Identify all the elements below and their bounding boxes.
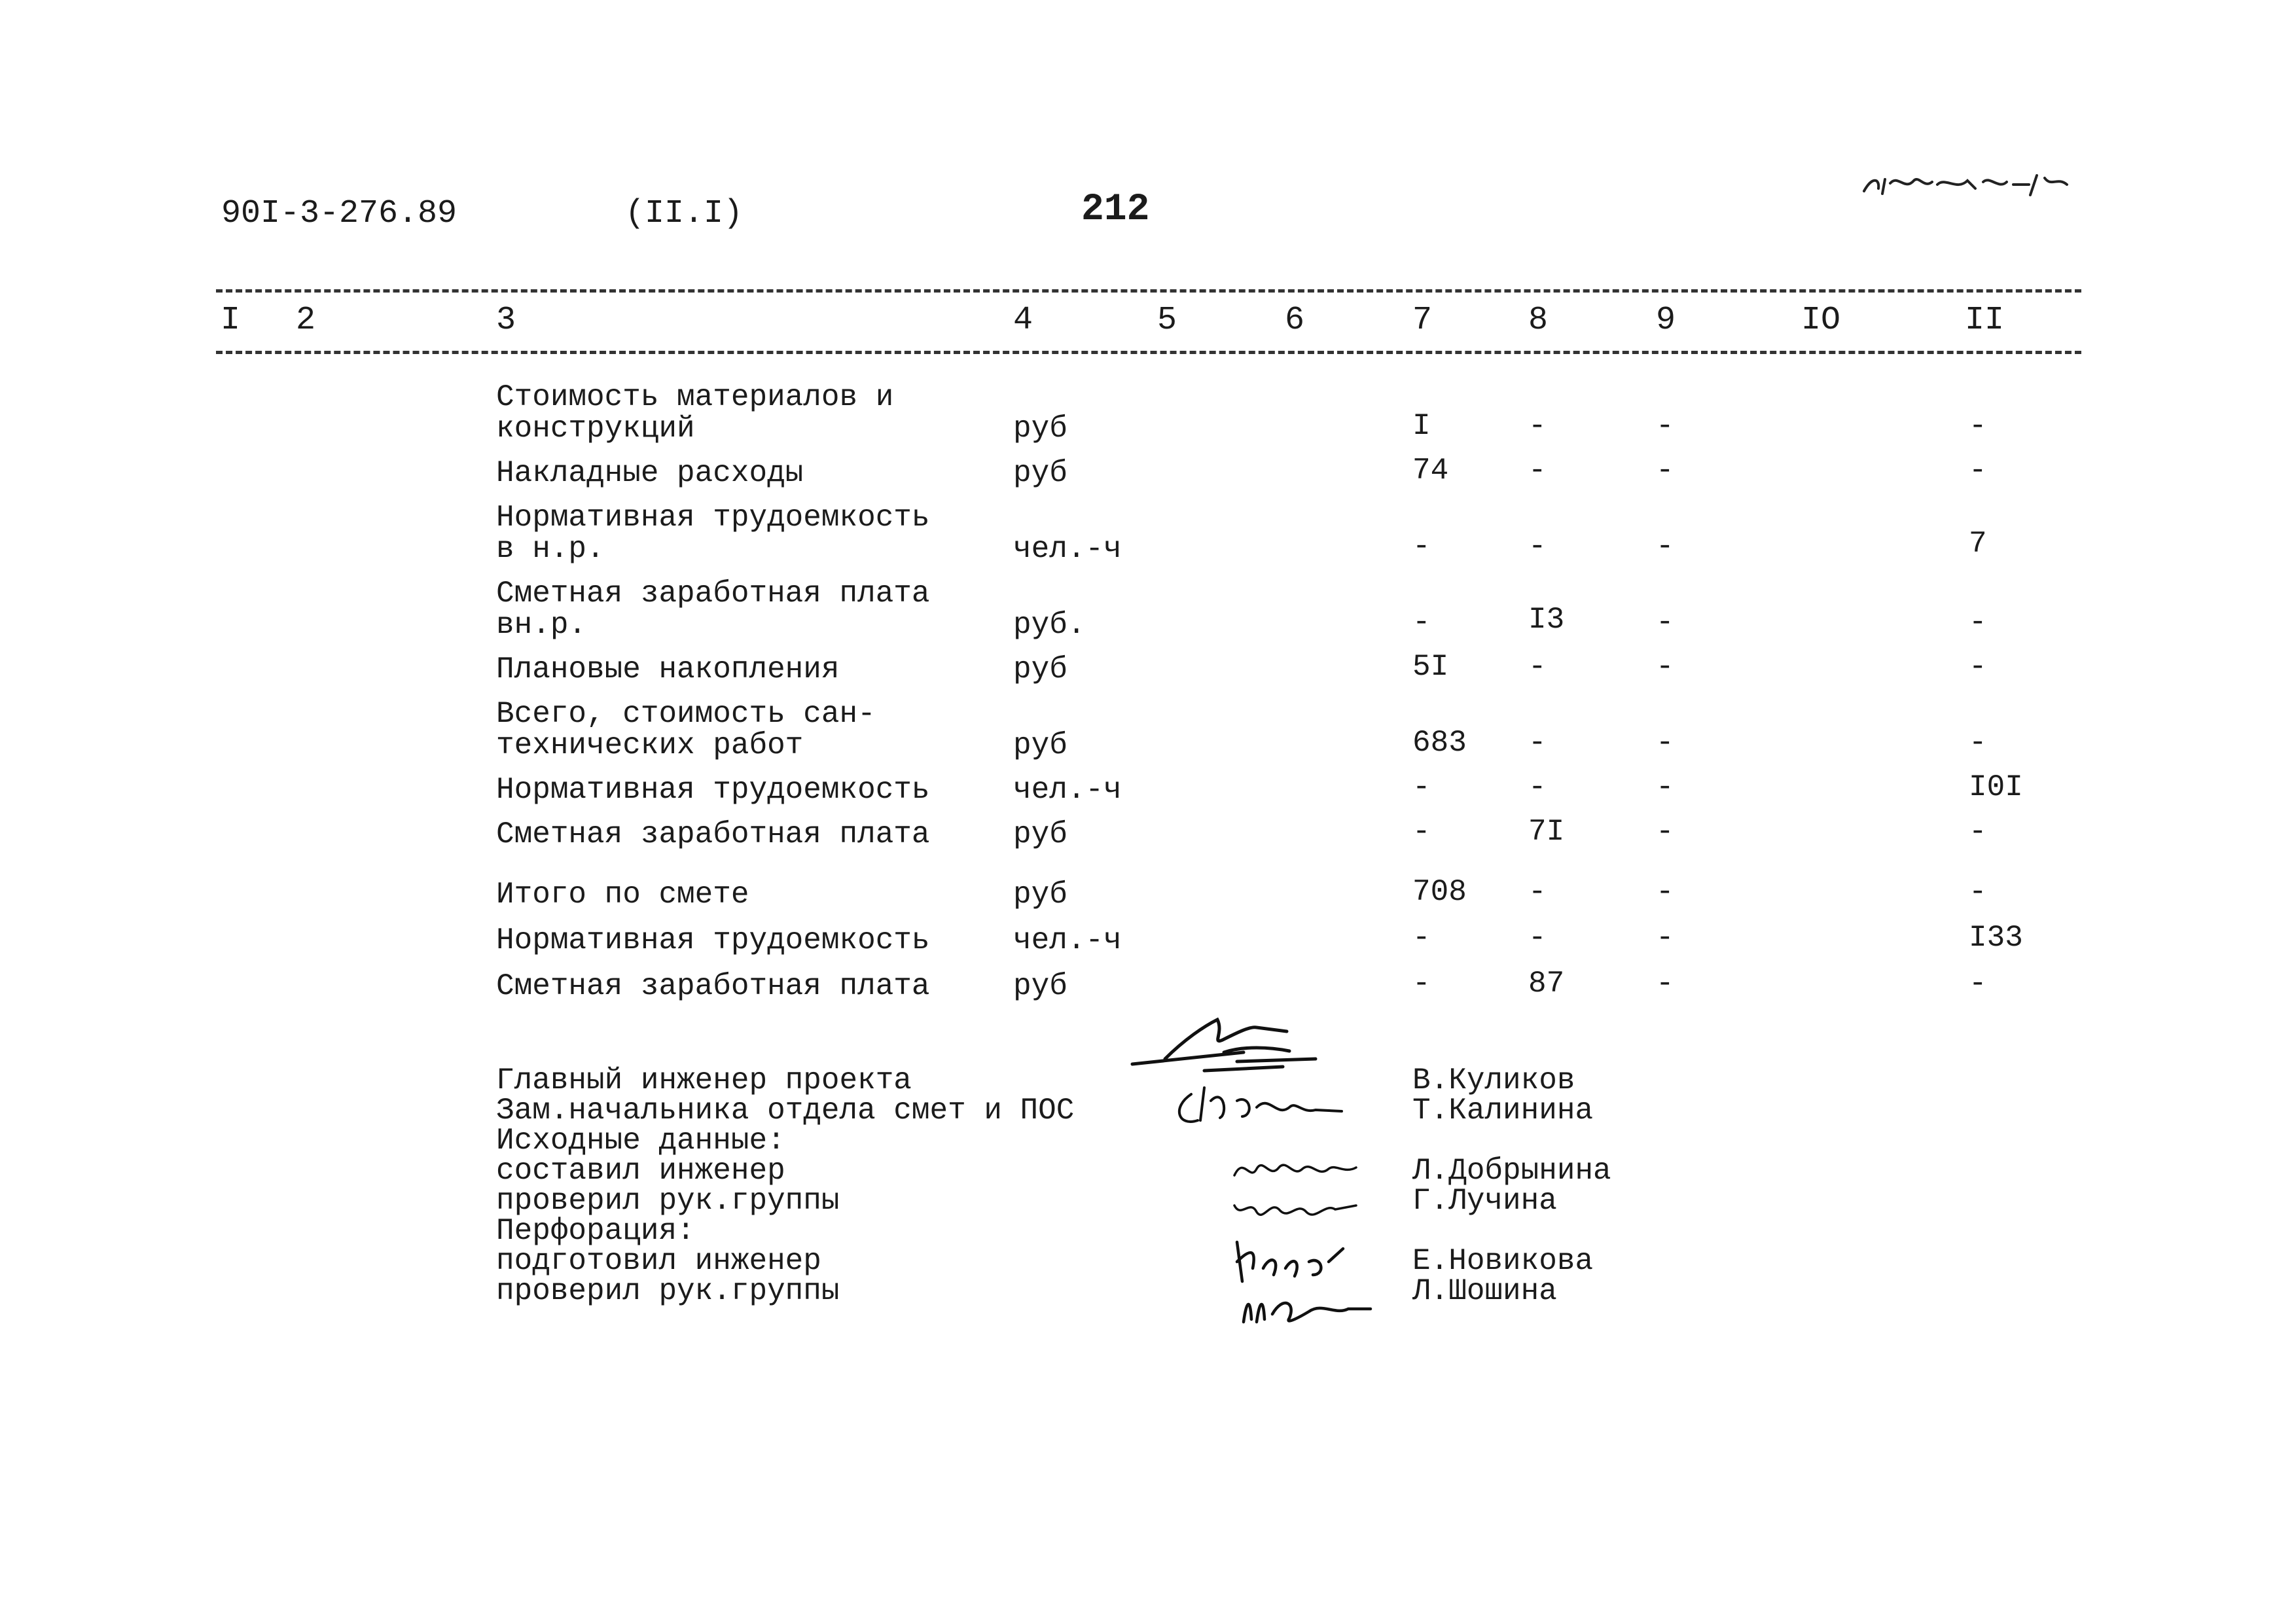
header-bottom-rule xyxy=(216,351,2081,354)
handwritten-signature xyxy=(1165,1081,1348,1133)
cell-col9: - xyxy=(1656,605,1674,639)
handwritten-signature xyxy=(1230,1186,1361,1225)
signature-role: Зам.начальника отдела смет и ПОС xyxy=(496,1094,1075,1128)
cell-col11: - xyxy=(1969,875,1987,909)
row-label: Сметная заработная плата xyxy=(496,817,930,851)
column-header: IO xyxy=(1801,302,1841,339)
column-header: 2 xyxy=(296,302,316,339)
row-unit: чел.-ч xyxy=(1013,923,1122,957)
column-header: 6 xyxy=(1285,302,1305,339)
cell-col7: 683 xyxy=(1412,726,1467,760)
row-label: Нормативная трудоемкость xyxy=(496,923,930,957)
row-label: вн.р. xyxy=(496,608,587,642)
cell-col8: - xyxy=(1528,921,1547,955)
row-label: Плановые накопления xyxy=(496,652,840,687)
cell-col8: - xyxy=(1528,650,1547,684)
row-unit: руб xyxy=(1013,817,1067,851)
cell-col9: - xyxy=(1656,770,1674,804)
row-label: Всего, стоимость сан- xyxy=(496,697,876,731)
row-label: Стоимость материалов и xyxy=(496,380,894,414)
signature-role: подготовил инженер xyxy=(496,1244,821,1278)
row-label: Нормативная трудоемкость xyxy=(496,501,930,535)
cell-col9: - xyxy=(1656,875,1674,909)
cell-col8: I3 xyxy=(1528,603,1565,637)
row-unit: руб xyxy=(1013,456,1067,490)
handwritten-signature xyxy=(1126,1013,1342,1085)
row-label: в н.р. xyxy=(496,532,605,566)
signatory-name: Л.Добрынина xyxy=(1412,1154,1611,1188)
cell-col7: - xyxy=(1412,529,1431,563)
cell-col11: - xyxy=(1969,726,1987,760)
cell-col7: - xyxy=(1412,770,1431,804)
cell-col7: 5I xyxy=(1412,650,1449,684)
signature-role: Перфорация: xyxy=(496,1214,695,1248)
cell-col9: - xyxy=(1656,454,1674,488)
signature-role: составил инженер xyxy=(496,1154,785,1188)
column-header: II xyxy=(1965,302,2005,339)
cell-col11: I0I xyxy=(1969,770,2023,804)
row-label: конструкций xyxy=(496,412,695,446)
signature-role: Исходные данные: xyxy=(496,1124,785,1158)
cell-col9: - xyxy=(1656,815,1674,849)
signatory-name: Л.Шошина xyxy=(1412,1274,1557,1308)
cell-col11: - xyxy=(1969,454,1987,488)
row-label: Накладные расходы xyxy=(496,456,804,490)
cell-col7: - xyxy=(1412,967,1431,1001)
row-unit: руб. xyxy=(1013,608,1086,642)
signatory-name: Е.Новикова xyxy=(1412,1244,1594,1278)
cell-col7: - xyxy=(1412,921,1431,955)
cell-col11: I33 xyxy=(1969,921,2023,955)
handwritten-signature xyxy=(1237,1283,1374,1329)
row-label: Сметная заработная плата xyxy=(496,577,930,611)
cell-col11: - xyxy=(1969,815,1987,849)
row-unit: чел.-ч xyxy=(1013,773,1122,807)
cell-col9: - xyxy=(1656,409,1674,443)
signatory-name: Г.Лучина xyxy=(1412,1184,1557,1218)
handwritten-note xyxy=(1859,165,2081,204)
row-label: Итого по смете xyxy=(496,878,749,912)
cell-col8: 87 xyxy=(1528,967,1565,1001)
cell-col9: - xyxy=(1656,726,1674,760)
cell-col7: 708 xyxy=(1412,875,1467,909)
header-top-rule xyxy=(216,289,2081,293)
cell-col8: - xyxy=(1528,529,1547,563)
row-unit: руб xyxy=(1013,652,1067,687)
row-label: Нормативная трудоемкость xyxy=(496,773,930,807)
signature-role: проверил рук.группы xyxy=(496,1274,840,1308)
column-header: 4 xyxy=(1013,302,1033,339)
row-label: технических работ xyxy=(496,728,804,762)
cell-col7: I xyxy=(1412,409,1431,443)
row-unit: руб xyxy=(1013,412,1067,446)
row-label: Сметная заработная плата xyxy=(496,969,930,1003)
signatory-name: В.Куликов xyxy=(1412,1063,1575,1097)
cell-col9: - xyxy=(1656,921,1674,955)
cell-col7: 74 xyxy=(1412,454,1449,488)
handwritten-signature xyxy=(1230,1236,1348,1288)
cell-col8: - xyxy=(1528,726,1547,760)
handwritten-signature xyxy=(1230,1149,1361,1188)
signatory-name: Т.Калинина xyxy=(1412,1094,1594,1128)
signature-role: Главный инженер проекта xyxy=(496,1063,912,1097)
page-number: 212 xyxy=(1081,188,1150,231)
column-header: 3 xyxy=(496,302,516,339)
row-unit: руб xyxy=(1013,728,1067,762)
column-header: I xyxy=(221,302,241,339)
cell-col11: - xyxy=(1969,605,1987,639)
cell-col8: - xyxy=(1528,409,1547,443)
row-unit: руб xyxy=(1013,969,1067,1003)
column-header: 5 xyxy=(1157,302,1177,339)
signature-role: проверил рук.группы xyxy=(496,1184,840,1218)
column-header: 7 xyxy=(1412,302,1433,339)
cell-col8: - xyxy=(1528,770,1547,804)
cell-col8: 7I xyxy=(1528,815,1565,849)
section-code: (II.I) xyxy=(625,195,744,232)
cell-col8: - xyxy=(1528,454,1547,488)
cell-col9: - xyxy=(1656,967,1674,1001)
cell-col11: - xyxy=(1969,409,1987,443)
document-number: 90I-3-276.89 xyxy=(221,195,457,232)
cell-col9: - xyxy=(1656,650,1674,684)
cell-col11: 7 xyxy=(1969,527,1987,561)
column-header: 9 xyxy=(1656,302,1676,339)
cell-col7: - xyxy=(1412,605,1431,639)
cell-col7: - xyxy=(1412,815,1431,849)
cell-col9: - xyxy=(1656,529,1674,563)
cell-col11: - xyxy=(1969,650,1987,684)
cell-col8: - xyxy=(1528,875,1547,909)
column-header: 8 xyxy=(1528,302,1549,339)
row-unit: руб xyxy=(1013,878,1067,912)
row-unit: чел.-ч xyxy=(1013,532,1122,566)
cell-col11: - xyxy=(1969,967,1987,1001)
